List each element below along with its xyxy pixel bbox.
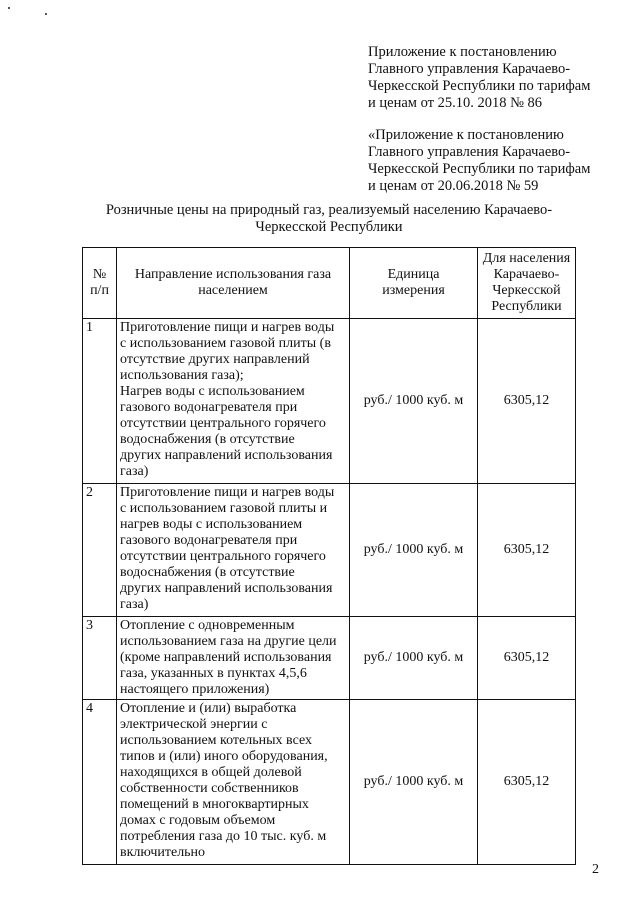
document-title: Розничные цены на природный газ, реализуемый населению Карачаево- Черкесской Республики [105,202,553,235]
table-row [83,484,576,617]
row-unit: руб./ 1000 куб. м [350,319,478,484]
page-number: 2 [592,862,599,877]
row-unit: руб./ 1000 куб. м [350,700,478,865]
header-direction: Направление использования газа населением [117,248,350,319]
table-row [83,617,576,700]
table-header-row [83,248,576,319]
row-price: 6305,12 [478,617,576,700]
row-number: 1 [83,319,117,484]
row-price: 6305,12 [478,700,576,865]
table-row [83,319,576,484]
appendix-reference-previous: «Приложение к постановлению Главного управления Карачаево- Черкесской Республики по тарифам и ценам от 20.06.2018 № 59 [368,127,591,194]
row-number: 4 [83,700,117,865]
row-number: 2 [83,484,117,617]
header-unit: Единица измерения [350,248,478,319]
row-direction: Отопление и (или) выработка электрической энергии с использованием котельных всех типов и (или) иного оборудования, находящихся в общей долевой собственности собственников помещений в многоквартирных домах с годовым объемом потребления газа до 10 тыс. куб. м включительно [117,700,350,865]
scan-speck [8,7,10,9]
scan-speck [45,13,47,15]
row-direction: Приготовление пищи и нагрев воды с использованием газовой плиты и нагрев воды с использованием газового водонагревателя при отсутствии центрального горячего водоснабжения (в отсутствие других направлений использования газа) [117,484,350,617]
row-unit: руб./ 1000 куб. м [350,484,478,617]
header-price: Для населения Карачаево- Черкесской Республики [478,248,576,319]
appendix-reference-current: Приложение к постановлению Главного управления Карачаево- Черкесской Республики по тарифам и ценам от 25.10. 2018 № 86 [368,44,591,111]
row-price: 6305,12 [478,319,576,484]
row-direction: Приготовление пищи и нагрев воды с использованием газовой плиты (в отсутствие других направлений использования газа); Нагрев воды с использованием газового водонагревателя при отсутствии центрального горячего водоснабжения (в отсутствие других направлений использования газа) [117,319,350,484]
table-row [83,700,576,865]
row-direction: Отопление с одновременным использованием газа на другие цели (кроме направлений использования газа, указанных в пунктах 4,5,6 настоящего приложения) [117,617,350,700]
row-price: 6305,12 [478,484,576,617]
header-number: № п/п [83,248,117,319]
row-number: 3 [83,617,117,700]
gas-price-table [82,247,576,865]
row-unit: руб./ 1000 куб. м [350,617,478,700]
